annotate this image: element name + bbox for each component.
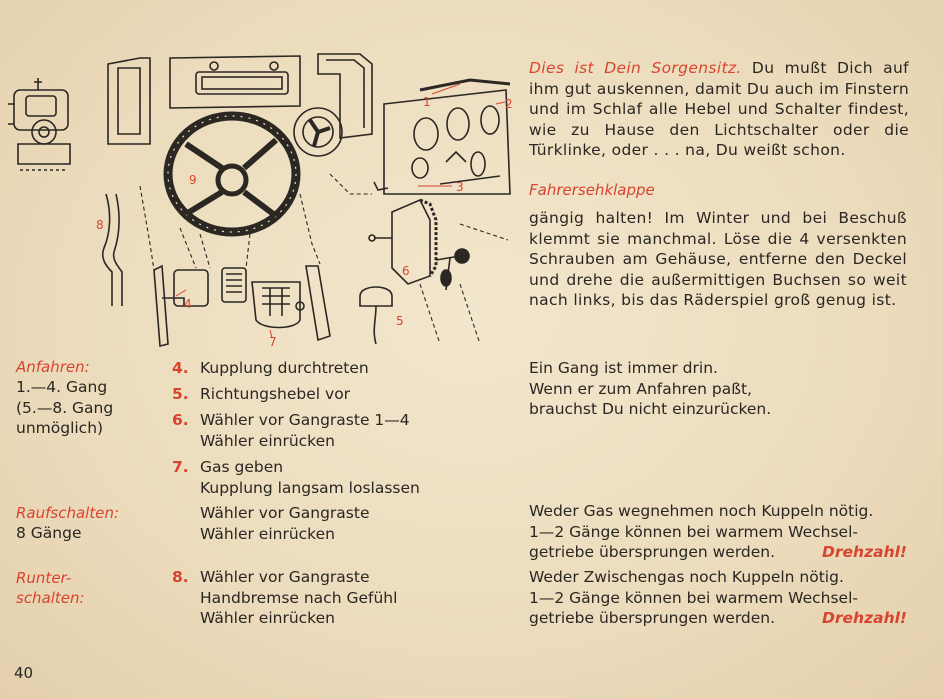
raufschalten-value: 8 Gänge xyxy=(16,524,82,542)
anfahren-value xyxy=(16,377,113,439)
anfahren-value-line: (5.—8. Gang xyxy=(16,398,114,417)
step-text: Wähler vor Gangraste 1—4 xyxy=(200,411,410,429)
label-line: schalten: xyxy=(16,589,85,607)
driver-seat-illustration xyxy=(0,44,515,349)
hand-wheel-drawing xyxy=(294,108,342,156)
note-line: 1—2 Gänge können bei warmem Wechsel- xyxy=(529,522,858,541)
note-line: getriebe übersprungen werden. xyxy=(529,543,776,561)
note-line: Weder Gas wegnehmen noch Kuppeln nötig. xyxy=(529,502,874,520)
label-line: Runter- xyxy=(16,569,72,587)
note-line: 1—2 Gänge können bei warmem Wechsel- xyxy=(529,588,858,607)
steering-wheel-drawing xyxy=(168,116,296,232)
note-line: Ein Gang ist immer drin. xyxy=(529,359,718,377)
step-text: Kupplung langsam loslassen xyxy=(200,478,420,497)
step-8 xyxy=(172,567,397,629)
step-number: 4. xyxy=(172,359,189,377)
note-line: Weder Zwischengas noch Kuppeln nötig. xyxy=(529,568,844,586)
step-text: Wähler einrücken xyxy=(200,609,335,627)
step-text: Kupplung durchtreten xyxy=(200,359,369,377)
callout-2: 2 xyxy=(505,97,513,111)
anfahren-note xyxy=(529,358,907,420)
page-number: 40 xyxy=(14,664,34,682)
note-line-with-emphasis xyxy=(529,608,907,629)
step-text: Wähler einrücken xyxy=(200,431,335,450)
step-text: Richtungshebel vor xyxy=(200,385,351,403)
raufschalten-note xyxy=(529,501,907,563)
step-6 xyxy=(172,410,410,451)
callout-6: 6 xyxy=(402,264,410,278)
intro-lead: Dies ist Dein Sorgensitz. xyxy=(529,59,742,77)
intro-text: Du mußt Dich auf ihm gut auskennen, damit Du auch im Finstern und im Schlaf alle Hebel und Schalter findest, wie zu Hause den Lichtschalter oder die Türklinke, oder . . . na, Du weißt schon. xyxy=(529,59,909,159)
drehzahl-emphasis: Drehzahl! xyxy=(822,543,907,561)
anfahren-value-line: unmöglich) xyxy=(16,419,104,437)
step-text: Wähler vor Gangraste xyxy=(200,504,370,522)
runterschalten-note xyxy=(529,567,907,629)
callout-7: 7 xyxy=(269,335,277,349)
callout-3: 3 xyxy=(456,180,464,194)
note-line-with-emphasis xyxy=(529,542,907,563)
intro-paragraph xyxy=(529,58,909,161)
drehzahl-emphasis: Drehzahl! xyxy=(822,609,907,627)
callout-8: 8 xyxy=(96,218,104,232)
callout-1: 1 xyxy=(423,95,431,109)
hatch-heading: Fahrersehklappe xyxy=(529,181,655,199)
note-line: brauchst Du nicht einzurücken. xyxy=(529,400,772,418)
note-line: Wenn er zum Anfahren paßt, xyxy=(529,379,752,398)
raufschalten-steps xyxy=(172,503,370,544)
callout-5: 5 xyxy=(396,314,404,328)
raufschalten-label: Raufschalten: xyxy=(16,504,120,522)
step-number: 8. xyxy=(172,568,189,586)
step-text: Gas geben xyxy=(200,458,284,476)
anfahren-label: Anfahren: xyxy=(16,358,90,376)
note-line: getriebe übersprungen werden. xyxy=(529,609,776,627)
step-5 xyxy=(172,384,350,405)
step-7 xyxy=(172,457,420,498)
vision-block-drawing xyxy=(8,78,70,170)
hidden-parts-drawing xyxy=(140,174,508,344)
callout-4: 4 xyxy=(184,297,192,311)
step-4 xyxy=(172,358,369,379)
step-number: 6. xyxy=(172,411,189,429)
callout-9: 9 xyxy=(189,173,197,187)
hand-lever-drawing xyxy=(103,194,122,306)
gear-selector-drawing xyxy=(369,200,469,290)
instrument-panel-drawing xyxy=(374,80,510,194)
step-text: Wähler vor Gangraste xyxy=(200,568,370,586)
step-number: 5. xyxy=(172,385,189,403)
runterschalten-label xyxy=(16,568,85,608)
step-number: 7. xyxy=(172,458,189,476)
hatch-paragraph: gängig halten! Im Winter und bei Beschuß klemmt sie manchmal. Löse die 4 versenkten Schrauben am Gehäuse, entferne den Deckel und drehe die außermittigen Buchsen so weit nach links, bis das Räderspiel groß genug ist. xyxy=(529,209,907,309)
anfahren-value-line: 1.—4. Gang xyxy=(16,378,108,396)
step-text: Wähler einrücken xyxy=(200,524,335,543)
step-text: Handbremse nach Gefühl xyxy=(200,588,398,607)
